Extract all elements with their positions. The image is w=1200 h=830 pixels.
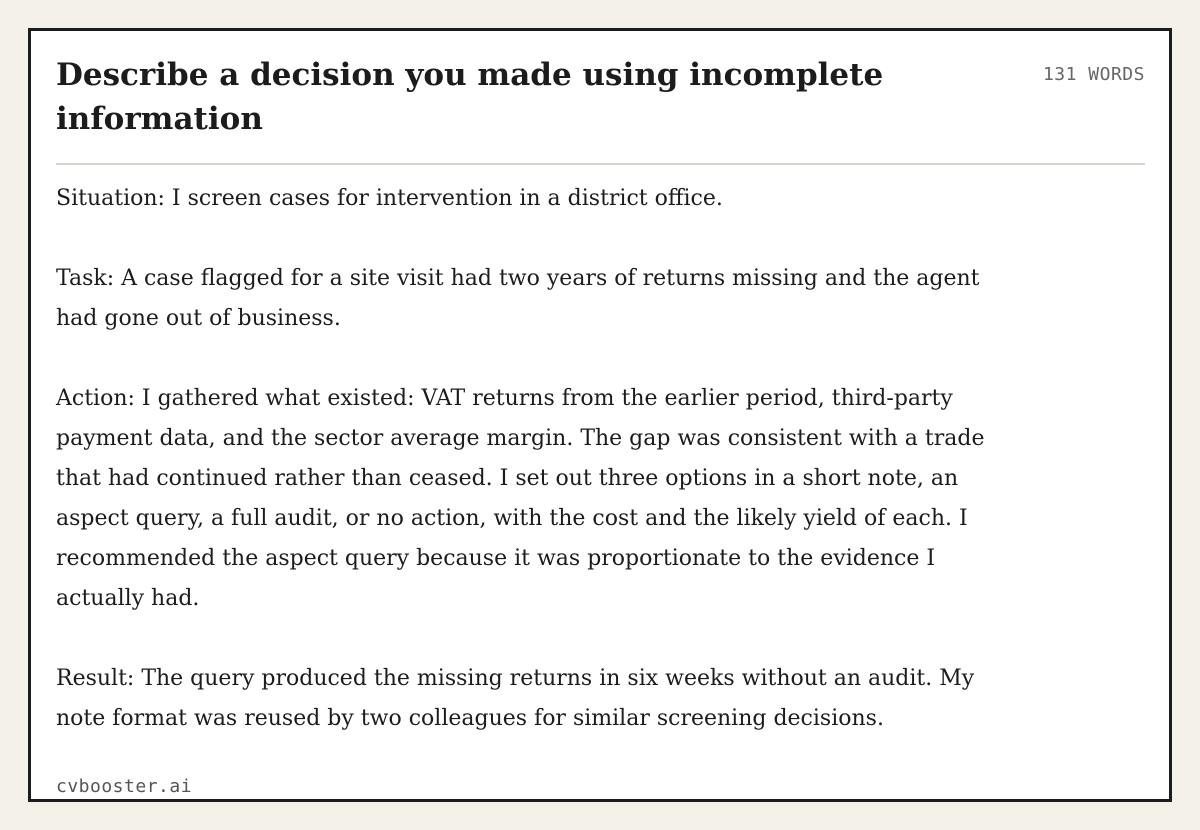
result-paragraph: Result: The query produced the missing returns in six weeks without an audit. My note format was reused by two colleagues for similar screening decisions. — [56, 666, 975, 731]
action-paragraph: Action: I gathered what existed: VAT returns from the earlier period, third-party payment data, and the sector average margin. The gap was consistent with a trade that had continued rather than ceased. I set out three options in a short note, an aspect query, a full audit, or no action, with the cost and the likely yield of each. I recommended the aspect query because it was proportionate to the evidence I actually had. — [56, 386, 985, 611]
situation-paragraph: Situation: I screen cases for intervention in a district office. — [56, 186, 723, 211]
card-header — [56, 53, 1145, 165]
word-count-badge: 131 WORDS — [1042, 64, 1145, 85]
footer-brand: cvbooster.ai — [56, 776, 193, 797]
task-paragraph: Task: A case flagged for a site visit had two years of returns missing and the agent had gone out of business. — [56, 266, 980, 331]
answer-card — [28, 28, 1172, 802]
question-title: Describe a decision you made using incomplete information — [56, 57, 884, 137]
answer-body — [56, 179, 1016, 739]
